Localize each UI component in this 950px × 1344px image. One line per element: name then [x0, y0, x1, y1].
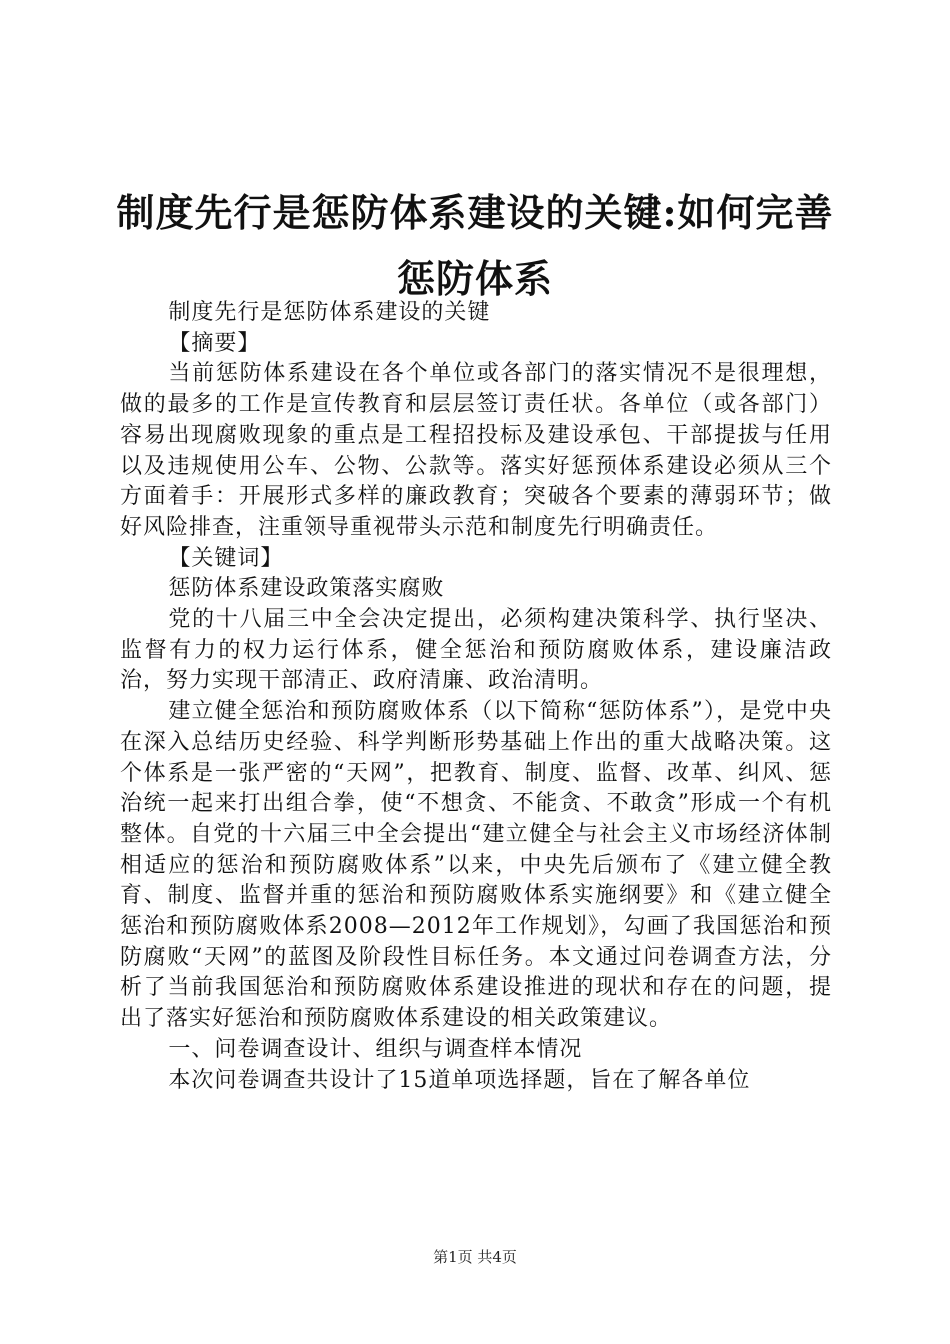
- document-body: [120, 298, 832, 1096]
- body-paragraph: 建立健全惩治和预防腐败体系（以下简称“惩防体系”），是党中央在深入总结历史经验、科学判断形势基础上作出的重大战略决策。这个体系是一张严密的“天网”，把教育、制度、监督、改革、纠风、惩治统一起来打出组合拳，使“不想贪、不能贪、不敢贪”形成一个有机整体。自党的十六届三中全会提出“建立健全与社会主义市场经济体制相适应的惩治和预防腐败体系”以来，中央先后颁布了《建立健全教育、制度、监督并重的惩治和预防腐败体系实施纲要》和《建立健全惩治和预防腐败体系2008—2012年工作规划》，勾画了我国惩治和预防腐败“天网”的蓝图及阶段性目标任务。本文通过问卷调查方法，分析了当前我国惩治和预防腐败体系建设推进的现状和存在的问题，提出了落实好惩治和预防腐败体系建设的相关政策建议。: [120, 699, 832, 1032]
- section-heading: 一、问卷调查设计、组织与调查样本情况: [168, 1036, 583, 1062]
- body-paragraph: 党的十八届三中全会决定提出，必须构建决策科学、执行坚决、监督有力的权力运行体系，健全惩治和预防腐败体系，建设廉洁政治，努力实现干部清正、政府清廉、政治清明。: [120, 607, 832, 694]
- page-number-footer: 第1页 共4页: [433, 1248, 517, 1266]
- body-paragraph: 本次问卷调查共设计了15道单项选择题，旨在了解各单位: [168, 1067, 751, 1093]
- subtitle-paragraph: 制度先行是惩防体系建设的关键: [168, 300, 491, 325]
- keywords-paragraph: 惩防体系建设政策落实腐败: [168, 576, 445, 602]
- abstract-paragraph: 当前惩防体系建设在各个单位或各部门的落实情况不是很理想，做的最多的工作是宣传教育和层层签订责任状。各单位（或各部门）容易出现腐败现象的重点是工程招投标及建设承包、干部提拔与任用以及违规使用公车、公物、公款等。落实好惩预体系建设必须从三个方面着手：开展形式多样的廉政教育；突破各个要素的薄弱环节；做好风险排查，注重领导重视带头示范和制度先行明确责任。: [120, 361, 832, 540]
- abstract-heading: 【摘要】: [168, 330, 261, 356]
- keywords-heading: 【关键词】: [168, 545, 284, 571]
- document-title: 制度先行是惩防体系建设的关键:如何完善惩防体系: [116, 190, 834, 301]
